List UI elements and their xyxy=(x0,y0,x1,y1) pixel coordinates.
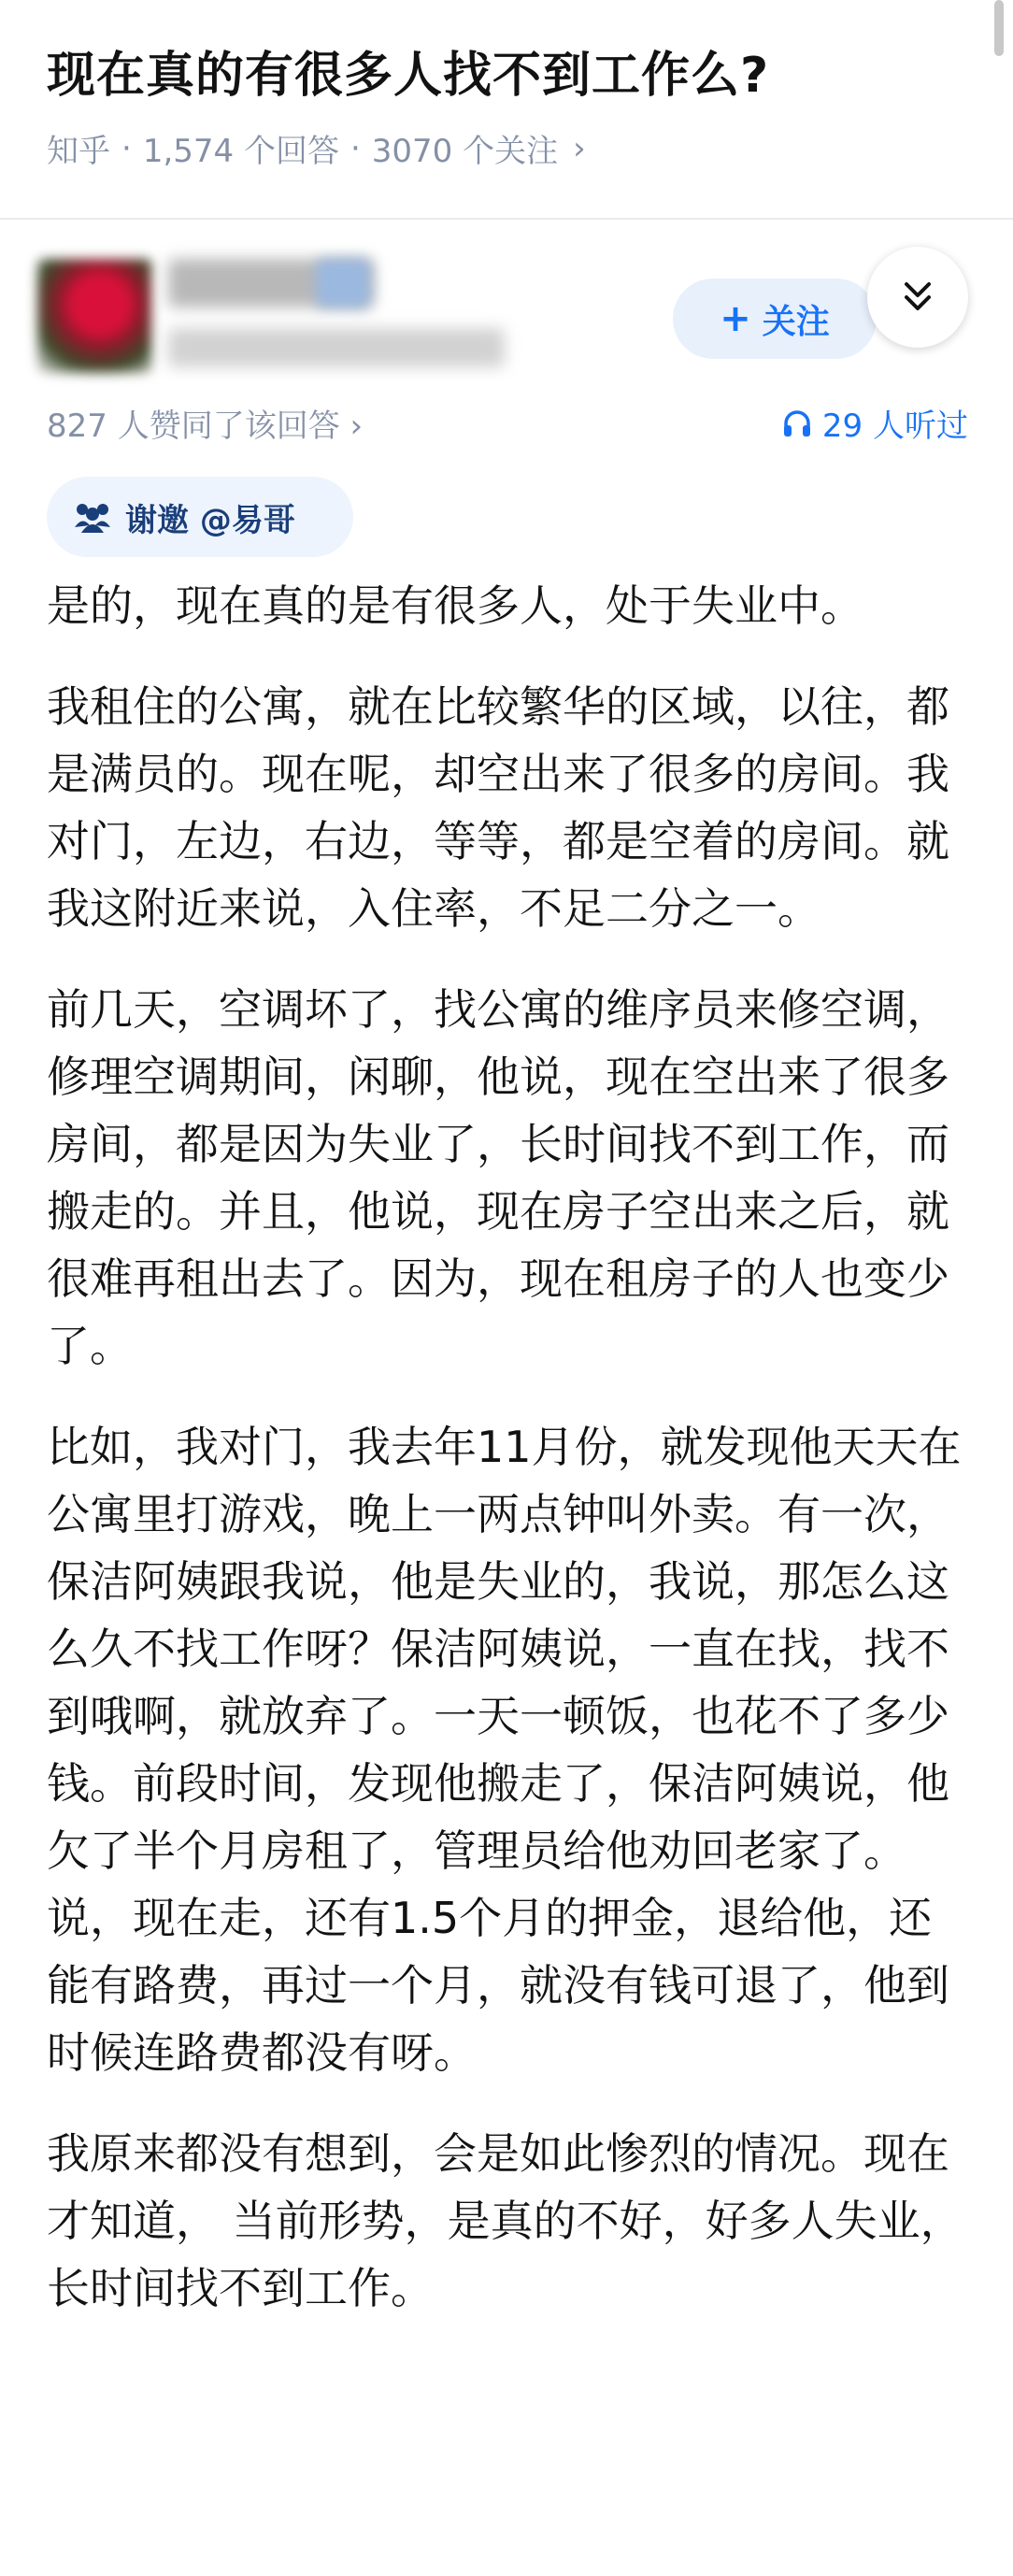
stats-row xyxy=(0,400,1013,447)
listen-count: 29 人听过 xyxy=(821,408,968,445)
scrollbar[interactable] xyxy=(994,0,1004,56)
invite-badge[interactable] xyxy=(47,477,353,557)
follow-button[interactable] xyxy=(673,279,877,359)
likes-link[interactable] xyxy=(47,400,363,446)
question-meta[interactable] xyxy=(47,125,586,171)
meta-separator: · xyxy=(350,129,361,167)
answer-paragraph: 比如，我对门，我去年11月份，就发现他天天在公寓里打游戏，晚上一两点钟叫外卖。有一次，保洁阿姨跟我说，他是失业的，我说，那怎么这么久不找工作呀？保洁阿姨说，一直在找，找不到哦啊，就放弃了。一天一顿饭，也花不了多少钱。前段时间，发现他搬走了，保洁阿姨说，他欠了半个月房租了，管理员给他劝回老家了。说，现在走，还有1.5个月的押金，退给他，还能有路费，再过一个月，就没有钱可退了，他到时候连路费都没有呀。 xyxy=(47,1422,962,2078)
follow-label: 关注 xyxy=(762,302,830,341)
plus-icon: + xyxy=(720,297,751,340)
author-badge-blurred xyxy=(316,259,370,308)
avatar[interactable] xyxy=(37,259,151,373)
invite-label: 谢邀 @易哥 xyxy=(125,501,295,539)
answer-paragraph: 是的，现在真的是有很多人，处于失业中。 xyxy=(47,580,863,631)
answer-paragraph: 我租住的公寓，就在比较繁华的区域，以往，都是满员的。现在呢，却空出来了很多的房间。我对门，左边，右边，等等，都是空着的房间。就我这附近来说，入住率，不足二分之一。 xyxy=(47,681,949,934)
answer-paragraph: 我原来都没有想到，会是如此惨烈的情况。现在才知道， 当前形势，是真的不好，好多人失业，长时间找不到工作。 xyxy=(47,2128,963,2313)
invite-people-icon xyxy=(73,501,112,533)
question-header xyxy=(0,0,1013,220)
chevron-double-down-icon xyxy=(897,277,938,318)
likes-count: 827 人赞同了该回答 xyxy=(47,408,340,445)
listen-button[interactable] xyxy=(781,400,968,446)
meta-separator: · xyxy=(121,129,132,167)
divider xyxy=(0,218,1013,220)
answer-body xyxy=(47,572,972,2355)
source-label: 知乎 xyxy=(47,133,110,170)
collapse-button[interactable] xyxy=(867,247,968,348)
answer-count: 1,574 个回答 xyxy=(142,133,339,170)
answer-paragraph: 前几天，空调坏了，找公寓的维序员来修空调，修理空调期间，闲聊，他说，现在空出来了很多房间，都是因为失业了，长时间找不到工作，而搬走的。并且，他说，现在房子空出来之后，就很难再租出去了。因为，现在租房子的人也变少了。 xyxy=(47,984,949,1371)
question-title[interactable]: 现在真的有很多人找不到工作么? xyxy=(47,48,770,104)
author-bio-blurred xyxy=(168,328,505,367)
chevron-right-icon: › xyxy=(350,408,364,445)
headphones-icon xyxy=(781,408,813,439)
chevron-right-icon: › xyxy=(573,129,586,167)
follower-count: 3070 个关注 xyxy=(371,133,559,170)
